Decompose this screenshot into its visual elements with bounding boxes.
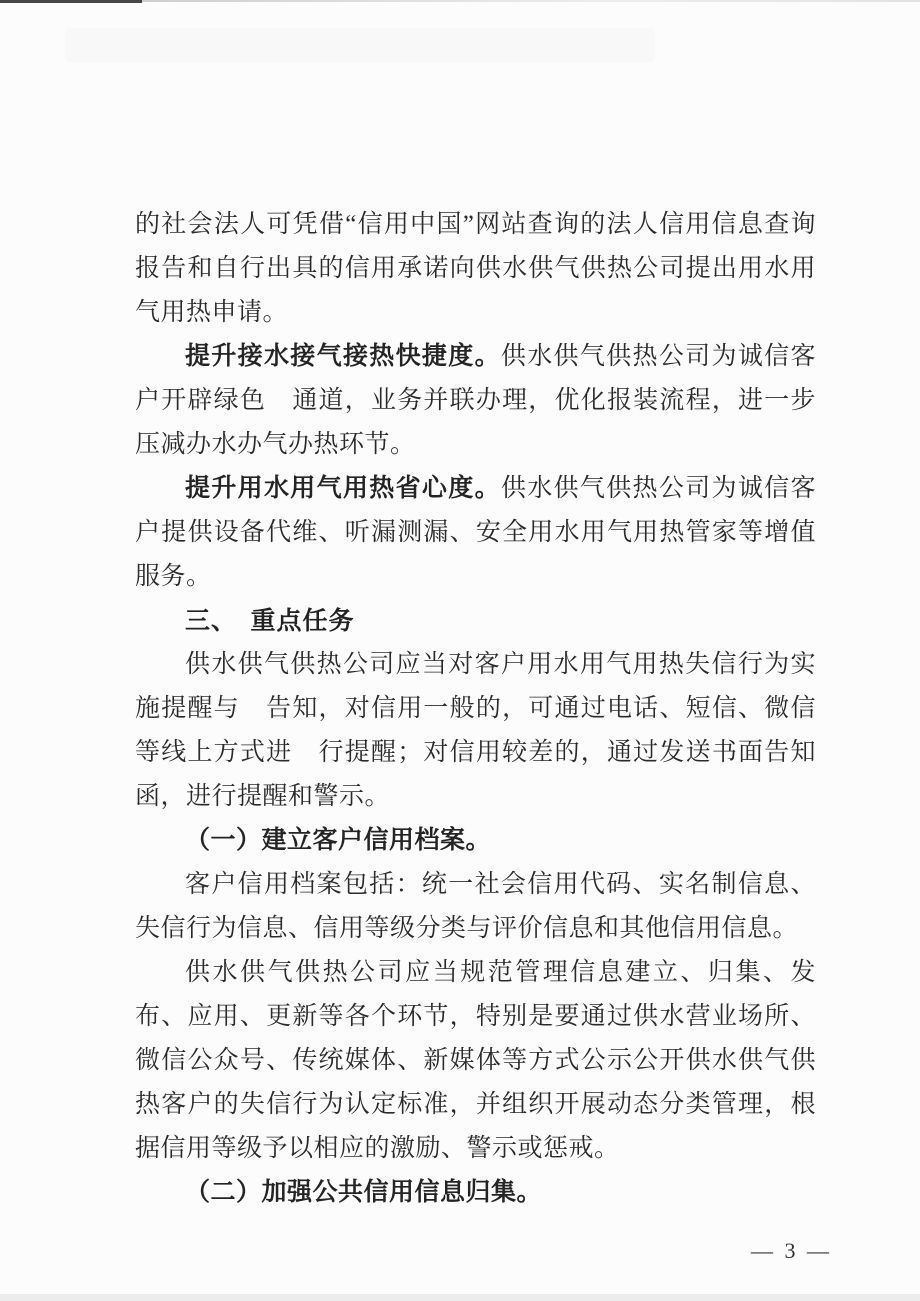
paragraph-text: 供水供气供热公司为诚信客户开辟绿色 通道，业务并联办理，优化报装流程，进一步压减办水办气办热环节。 xyxy=(135,343,816,458)
paragraph-bold-lead: 提升接水接气接热快捷度。 xyxy=(185,343,501,370)
page-number: — 3 — xyxy=(751,1238,832,1263)
section-heading: 三、 重点任务 xyxy=(185,607,355,635)
scan-artifact-top-dark-line xyxy=(0,0,142,3)
paragraph-bold-lead: 提升用水用气用热省心度。 xyxy=(185,475,501,502)
subsection-heading: （一）建立客户信用档案。 xyxy=(185,827,492,854)
subsection-heading: （二）加强公共信用信息归集。 xyxy=(185,1179,543,1206)
paragraph: 供水供气供热公司应当对客户用水用气用热失信行为实施提醒与 告知，对信用一般的，可通过电话、短信、微信等线上方式进 行提醒；对信用较差的，通过发送书面告知函，进行提醒和警示。 xyxy=(135,651,816,810)
paragraph: 的社会法人可凭借“信用中国”网站查询的法人信用信息查询报告和自行出具的信用承诺向供水供气供热公司提出用水用气用热申请。 xyxy=(135,211,816,326)
scan-artifact-bottom-edge xyxy=(0,1294,920,1301)
paragraph-text: 供水供气供热公司为诚信客户提供设备代维、听漏测漏、安全用水用气用热管家等增值服务。 xyxy=(135,475,816,590)
document-body xyxy=(135,0,816,1215)
paragraph xyxy=(135,335,816,467)
paragraph: 客户信用档案包括：统一社会信用代码、实名制信息、失信行为信息、信用等级分类与评价信息和其他信用信息。 xyxy=(135,871,816,942)
paragraph xyxy=(135,467,816,599)
paragraph: 供水供气供热公司应当规范管理信息建立、归集、发布、应用、更新等各个环节，特别是要通过供水营业场所、微信公众号、传统媒体、新媒体等方式公示公开供水供气供热客户的失信行为认定标准，并组织开展动态分类管理，根据信用等级予以相应的激励、警示或惩戒。 xyxy=(135,959,816,1162)
